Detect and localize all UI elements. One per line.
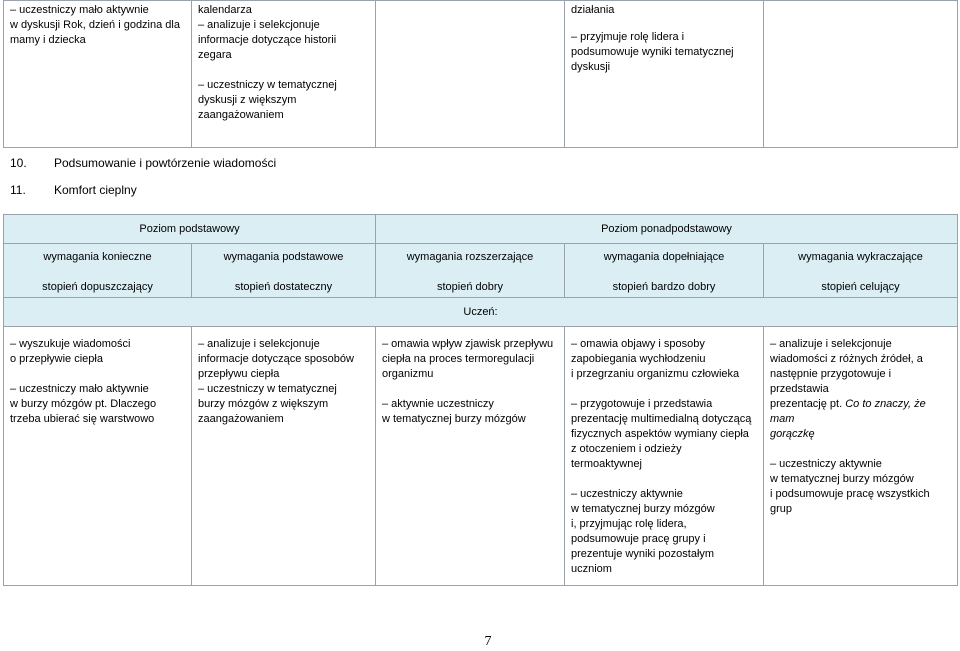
top-cell-2 (192, 1, 376, 148)
requirements-cell-2 (192, 327, 376, 586)
requirement-item: – analizuje i selekcjonuje informacje dotyczące sposobów przepływu ciepła (198, 338, 354, 380)
requirement-name: wymagania dopełniające (603, 251, 725, 263)
requirement-header-3 (376, 244, 565, 298)
requirements-cell-5 (764, 327, 958, 586)
top-cell-4-text-1: działania (571, 4, 615, 16)
requirement-item: – omawia objawy i sposoby zapobiegania wychłodzeniu i przegrzaniu organizmu człowieka (571, 338, 740, 380)
requirement-header-1 (4, 244, 192, 298)
grade-name: stopień celujący (821, 281, 900, 293)
section-heading-10 (10, 156, 276, 170)
requirement-item: – omawia wpływ zjawisk przepływu ciepła na proces termoregulacji organizmu (382, 338, 554, 380)
top-cell-2-text-2: – analizuje i selekcjonuje informacje dotyczące historii zegara (198, 19, 337, 61)
section-number: 10. (10, 156, 27, 170)
presentation-title: Co to znaczy, że mam gorączkę (770, 398, 926, 440)
continued-requirements-table (3, 0, 958, 148)
requirement-name: wymagania rozszerzające (406, 251, 534, 263)
top-cell-2-text-3: – uczestniczy w tematycznej dyskusji z większym zaangażowaniem (198, 79, 337, 121)
requirement-item (770, 337, 951, 442)
requirement-header-2 (192, 244, 376, 298)
top-cell-1-text: – uczestniczy mało aktywnie w dyskusji Rok, dzień i godzina dla mamy i dziecka (10, 4, 180, 46)
grade-name: stopień bardzo dobry (612, 281, 716, 293)
requirements-cell-4 (565, 327, 764, 586)
requirement-item: – uczestniczy w tematycznej burzy mózgów z większym zaangażowaniem (198, 383, 337, 425)
requirement-header-4 (565, 244, 764, 298)
requirements-cell-1 (4, 327, 192, 586)
requirements-cell-3 (376, 327, 565, 586)
requirement-item: – uczestniczy aktywnie w tematycznej burzy mózgów i podsumowuje pracę wszystkich grup (770, 458, 930, 515)
level-advanced-header: Poziom ponadpodstawowy (376, 215, 958, 244)
level-basic-header: Poziom podstawowy (4, 215, 376, 244)
section-number: 11. (10, 183, 26, 197)
page-number: 7 (484, 634, 492, 649)
requirement-item: – wyszukuje wiadomości o przepływie ciepła (10, 338, 131, 365)
grade-name: stopień dobry (436, 281, 504, 293)
requirement-item: – uczestniczy aktywnie w tematycznej burzy mózgów i, przyjmując rolę lidera, podsumowuje pracę grupy i prezentuje wyniki pozostałym uczniom (571, 488, 715, 575)
section-heading-11 (10, 183, 137, 197)
top-cell-5 (764, 1, 958, 148)
grade-name: stopień dostateczny (234, 281, 333, 293)
requirement-name: wymagania podstawowe (223, 251, 344, 263)
top-cell-4-text-2: – przyjmuje rolę lidera i podsumowuje wyniki tematycznej dyskusji (571, 31, 734, 73)
requirement-item: – aktywnie uczestniczy w tematycznej burzy mózgów (382, 398, 526, 425)
top-cell-3 (376, 1, 565, 148)
top-cell-4 (565, 1, 764, 148)
requirement-item: – przygotowuje i przedstawia prezentację multimedialną dotyczącą fizycznych aspektów wymiany ciepła z otoczeniem i odzieży termoaktywnej (571, 398, 752, 470)
grade-name: stopień dopuszczający (42, 281, 153, 293)
requirement-item: – uczestniczy mało aktywnie w burzy mózgów pt. Dlaczego trzeba ubierać się warstwowo (10, 383, 157, 425)
section-title: Podsumowanie i powtórzenie wiadomości (54, 156, 277, 170)
requirements-table (3, 214, 958, 586)
top-cell-1 (4, 1, 192, 148)
requirement-name: wymagania wykraczające (798, 251, 923, 263)
requirement-name: wymagania konieczne (43, 251, 152, 263)
top-cell-2-text-1: kalendarza (198, 4, 252, 16)
requirement-header-5 (764, 244, 958, 298)
student-label: Uczeń: (4, 298, 958, 327)
section-title: Komfort cieplny (54, 183, 137, 197)
requirement-text: – analizuje i selekcjonuje wiadomości z różnych źródeł, a następnie przygotowuje i przedstawia prezentację pt. (770, 338, 923, 410)
